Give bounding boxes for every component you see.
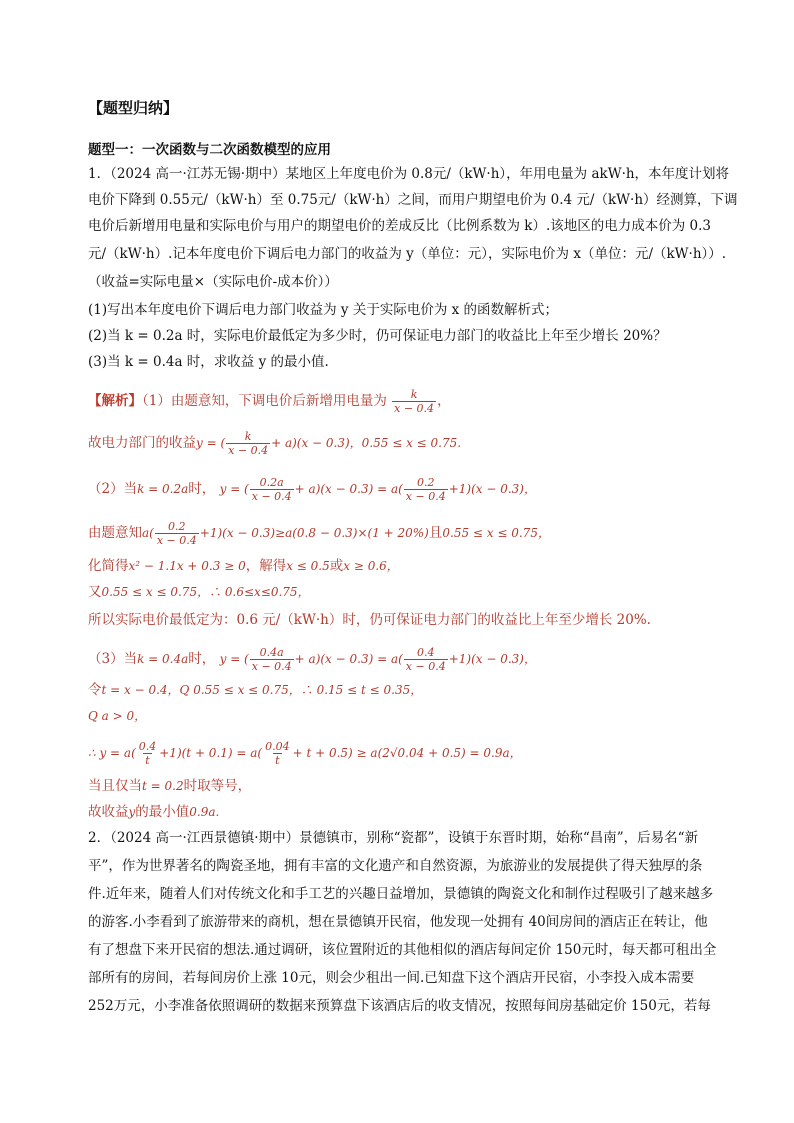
problem1-line-2: 电价下降到 0.55元/（kW·h）至 0.75元/（kW·h）之间，而用户期望电价为 0.4 元/（kW·h）经测算，下调 [88, 192, 738, 208]
solution-line-11: ∴ y = a( $\frac{0.4}{t}$ +1)(t + 0.1) = a( $\frac{0.04}{t}$ + t + 0.5) ≥ a(2√0.04 + 0.5) = 0.9a， [88, 740, 522, 767]
solution-line-5: 化简得x² − 1.1x + 0.3 ≥ 0，解得x ≤ 0.5或x ≥ 0.6， [88, 558, 399, 574]
problem2-line-2: 平”，作为世界著名的陶瓷圣地，拥有丰富的文化遗产和自然资源，为旅游业的发展提供了得天独厚的条 [88, 858, 703, 874]
solution-line-7: 所以实际电价最低定为：0.6 元/（kW·h）时，仍可保证电力部门的收益比上年至少增长 20%. [88, 612, 651, 628]
problem1-question-3: (3)当 k = 0.4a 时，求收益 y 的最小值. [88, 354, 329, 370]
solution-line-3: （2）当k = 0.2a时， y = ( $\frac{0.2a}{x - 0.4}$ + a)(x − 0.3) = a( $\frac{0.2}{x - 0.4}$ +1)(x − 0.3)， [88, 476, 536, 503]
solution-line-10: Q a > 0， [88, 709, 147, 723]
fraction: $\frac{k}{x - 0.4}$ [394, 388, 435, 415]
problem2-line-3: 件.近年来，随着人们对传统文化和手工艺的兴趣日益增加，景德镇的陶瓷文化和制作过程吸引了越来越多 [88, 886, 714, 902]
problem1-line-4: 元/（kW·h）.记本年度电价下调后电力部门的收益为 y（单位：元），实际电价为 x（单位：元/（kW·h））. [88, 246, 727, 262]
problem2-line-7: 252万元，小李准备依照调研的数据来预算盘下该酒店后的收支情况，按照每间房基础定价 150元，若每 [88, 998, 711, 1014]
solution-line-8: （3）当k = 0.4a时， y = ( $\frac{0.4a}{x - 0.4}$ + a)(x − 0.3) = a( $\frac{0.4}{x - 0.4}$ +1)(x − 0.3)， [88, 646, 536, 673]
problem2-line-6: 部所有的房间，若每间房价上涨 10元，则会少租出一间.已知盘下这个酒店开民宿，小李投入成本需要 [88, 970, 695, 986]
solution-line-13: 故收益y的最小值0.9a. [88, 804, 220, 820]
question-type-title: 题型一：一次函数与二次函数模型的应用 [88, 142, 331, 158]
fraction: $\frac{k}{x - 0.4}$ [228, 430, 269, 457]
problem2-line-1: 2．（2024 高一·江西景德镇·期中）景德镇市，别称“瓷都”，设镇于东晋时期，始称“昌南”，后易名“新 [88, 830, 699, 846]
fraction: $\frac{0.4a}{x - 0.4}$ [251, 646, 292, 673]
problem1-question-1: (1)写出本年度电价下调后电力部门收益为 y 关于实际电价为 x 的函数解析式； [88, 302, 559, 318]
problem1-line-1: 1．（2024 高一·江苏无锡·期中）某地区上年度电价为 0.8元/（kW·h），年用电量为 akW·h，本年度计划将 [88, 166, 730, 182]
section-heading: 【题型归纳】 [88, 99, 179, 117]
fraction: $\frac{0.4}{x - 0.4}$ [405, 646, 446, 673]
solution-label: 【解析】 [88, 393, 142, 409]
fraction: $\frac{0.04}{t}$ [265, 740, 290, 767]
solution-line-4: 由题意知a( $\frac{0.2}{x - 0.4}$ +1)(x − 0.3)≥a(0.8 − 0.3)×(1 + 20%)且0.55 ≤ x ≤ 0.75， [88, 520, 550, 547]
problem1-line-3: 电价后新增用电量和实际电价与用户的期望电价的差成反比（比例系数为 k）.该地区的电力成本价为 0.3 [88, 218, 712, 234]
solution-line-2: 故电力部门的收益y = ( $\frac{k}{x - 0.4}$ + a)(x − 0.3)，0.55 ≤ x ≤ 0.75. [88, 430, 462, 457]
problem1-line-5: （收益=实际电量×（实际电价-成本价）） [88, 274, 338, 290]
problem2-line-4: 的游客.小李看到了旅游带来的商机，想在景德镇开民宿，他发现一处拥有 40间房间的酒店正在转让，他 [88, 914, 708, 930]
fraction: $\frac{0.2a}{x - 0.4}$ [251, 476, 292, 503]
problem2-line-5: 有了想盘下来开民宿的想法.通过调研，该位置附近的其他相似的酒店每间定价 150元时，每天都可租出全 [88, 942, 717, 958]
problem1-question-2: (2)当 k = 0.2a 时，实际电价最低定为多少时，仍可保证电力部门的收益比上年至少增长 20%？ [88, 328, 667, 344]
solution-line-6: 又0.55 ≤ x ≤ 0.75，∴ 0.6≤x≤0.75， [88, 584, 310, 600]
solution-line-9: 令t = x − 0.4，Q 0.55 ≤ x ≤ 0.75，∴ 0.15 ≤ t ≤ 0.35， [88, 682, 423, 698]
fraction: $\frac{0.4}{t}$ [138, 740, 157, 767]
fraction: $\frac{0.2}{x - 0.4}$ [156, 520, 197, 547]
fraction: $\frac{0.2}{x - 0.4}$ [405, 476, 446, 503]
solution-line-1: 【解析】（1）由题意知，下调电价后新增用电量为 $\frac{k}{x - 0.4}$ ， [88, 388, 451, 415]
solution-line-12: 当且仅当t = 0.2时取等号， [88, 778, 252, 794]
